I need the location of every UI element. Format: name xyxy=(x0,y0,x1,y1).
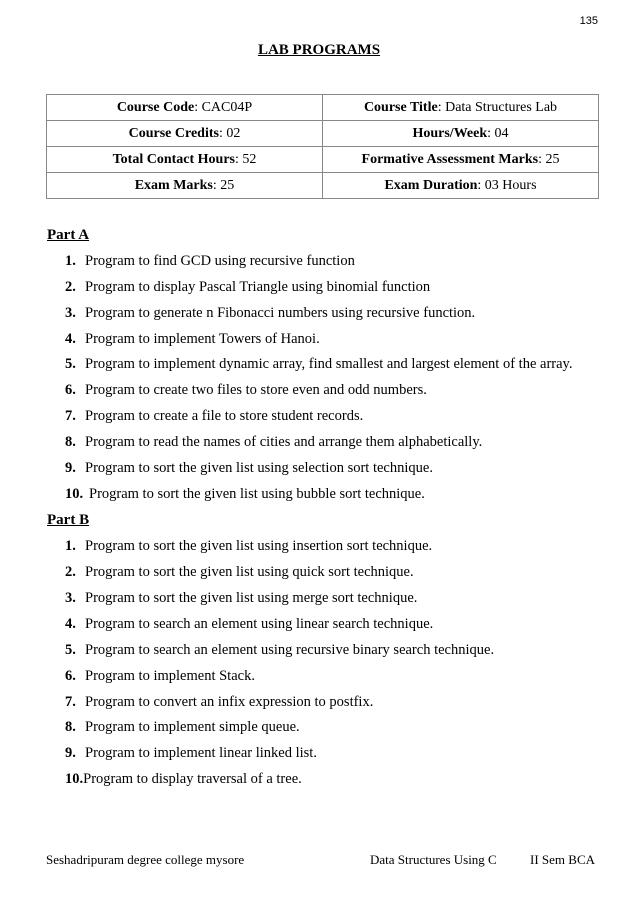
list-item: 2. Program to sort the given list using quick sort technique. xyxy=(65,564,414,580)
footer-semester: II Sem BCA xyxy=(530,852,595,867)
list-item: 10. Program to sort the given list using bubble sort technique. xyxy=(65,486,425,502)
list-item: 9. Program to sort the given list using selection sort technique. xyxy=(65,460,433,476)
table-row xyxy=(47,147,599,173)
part-b-heading: Part B xyxy=(47,512,90,528)
list-item: 5. Program to search an element using recursive binary search technique. xyxy=(65,642,495,658)
list-item: 6. Program to implement Stack. xyxy=(65,668,255,684)
list-item: 1. Program to find GCD using recursive function xyxy=(65,253,355,269)
list-item: 8. Program to implement simple queue. xyxy=(65,719,300,735)
list-item: 10.Program to display traversal of a tree. xyxy=(65,771,302,787)
list-item: 3. Program to sort the given list using merge sort technique. xyxy=(65,590,418,606)
list-item: 6. Program to create two files to store even and odd numbers. xyxy=(65,382,427,398)
list-item: 4. Program to implement Towers of Hanoi. xyxy=(65,331,320,347)
table-row xyxy=(47,121,599,147)
table-row xyxy=(47,95,599,121)
page-title: LAB PROGRAMS xyxy=(257,42,381,58)
footer-subject: Data Structures Using C xyxy=(370,852,497,867)
list-item: 4. Program to search an element using linear search technique. xyxy=(65,616,434,632)
list-item: 2. Program to display Pascal Triangle using binomial function xyxy=(65,279,431,295)
list-item: 8. Program to read the names of cities and arrange them alphabetically. xyxy=(65,434,483,450)
table-cell: Exam Duration: 03 Hours xyxy=(323,173,599,199)
table-cell: Formative Assessment Marks: 25 xyxy=(323,147,599,173)
list-item: 1. Program to sort the given list using insertion sort technique. xyxy=(65,538,433,554)
table-cell: Total Contact Hours: 52 xyxy=(47,147,323,173)
list-item: 5. Program to implement dynamic array, find smallest and largest element of the array. xyxy=(65,356,573,372)
footer-college: Seshadripuram degree college mysore xyxy=(46,852,245,867)
page-number: 135 xyxy=(579,15,598,27)
course-details-table xyxy=(46,94,599,199)
table-cell: Hours/Week: 04 xyxy=(323,121,599,147)
list-item: 3. Program to generate n Fibonacci numbers using recursive function. xyxy=(65,305,476,321)
table-cell: Course Title: Data Structures Lab xyxy=(323,95,599,121)
table-cell: Exam Marks: 25 xyxy=(47,173,323,199)
table-row xyxy=(47,173,599,199)
list-item: 9. Program to implement linear linked list. xyxy=(65,745,317,761)
list-item: 7. Program to convert an infix expression to postfix. xyxy=(65,694,374,710)
table-cell: Course Credits: 02 xyxy=(47,121,323,147)
table-cell: Course Code: CAC04P xyxy=(47,95,323,121)
part-a-heading: Part A xyxy=(47,227,90,243)
list-item: 7. Program to create a file to store student records. xyxy=(65,408,364,424)
